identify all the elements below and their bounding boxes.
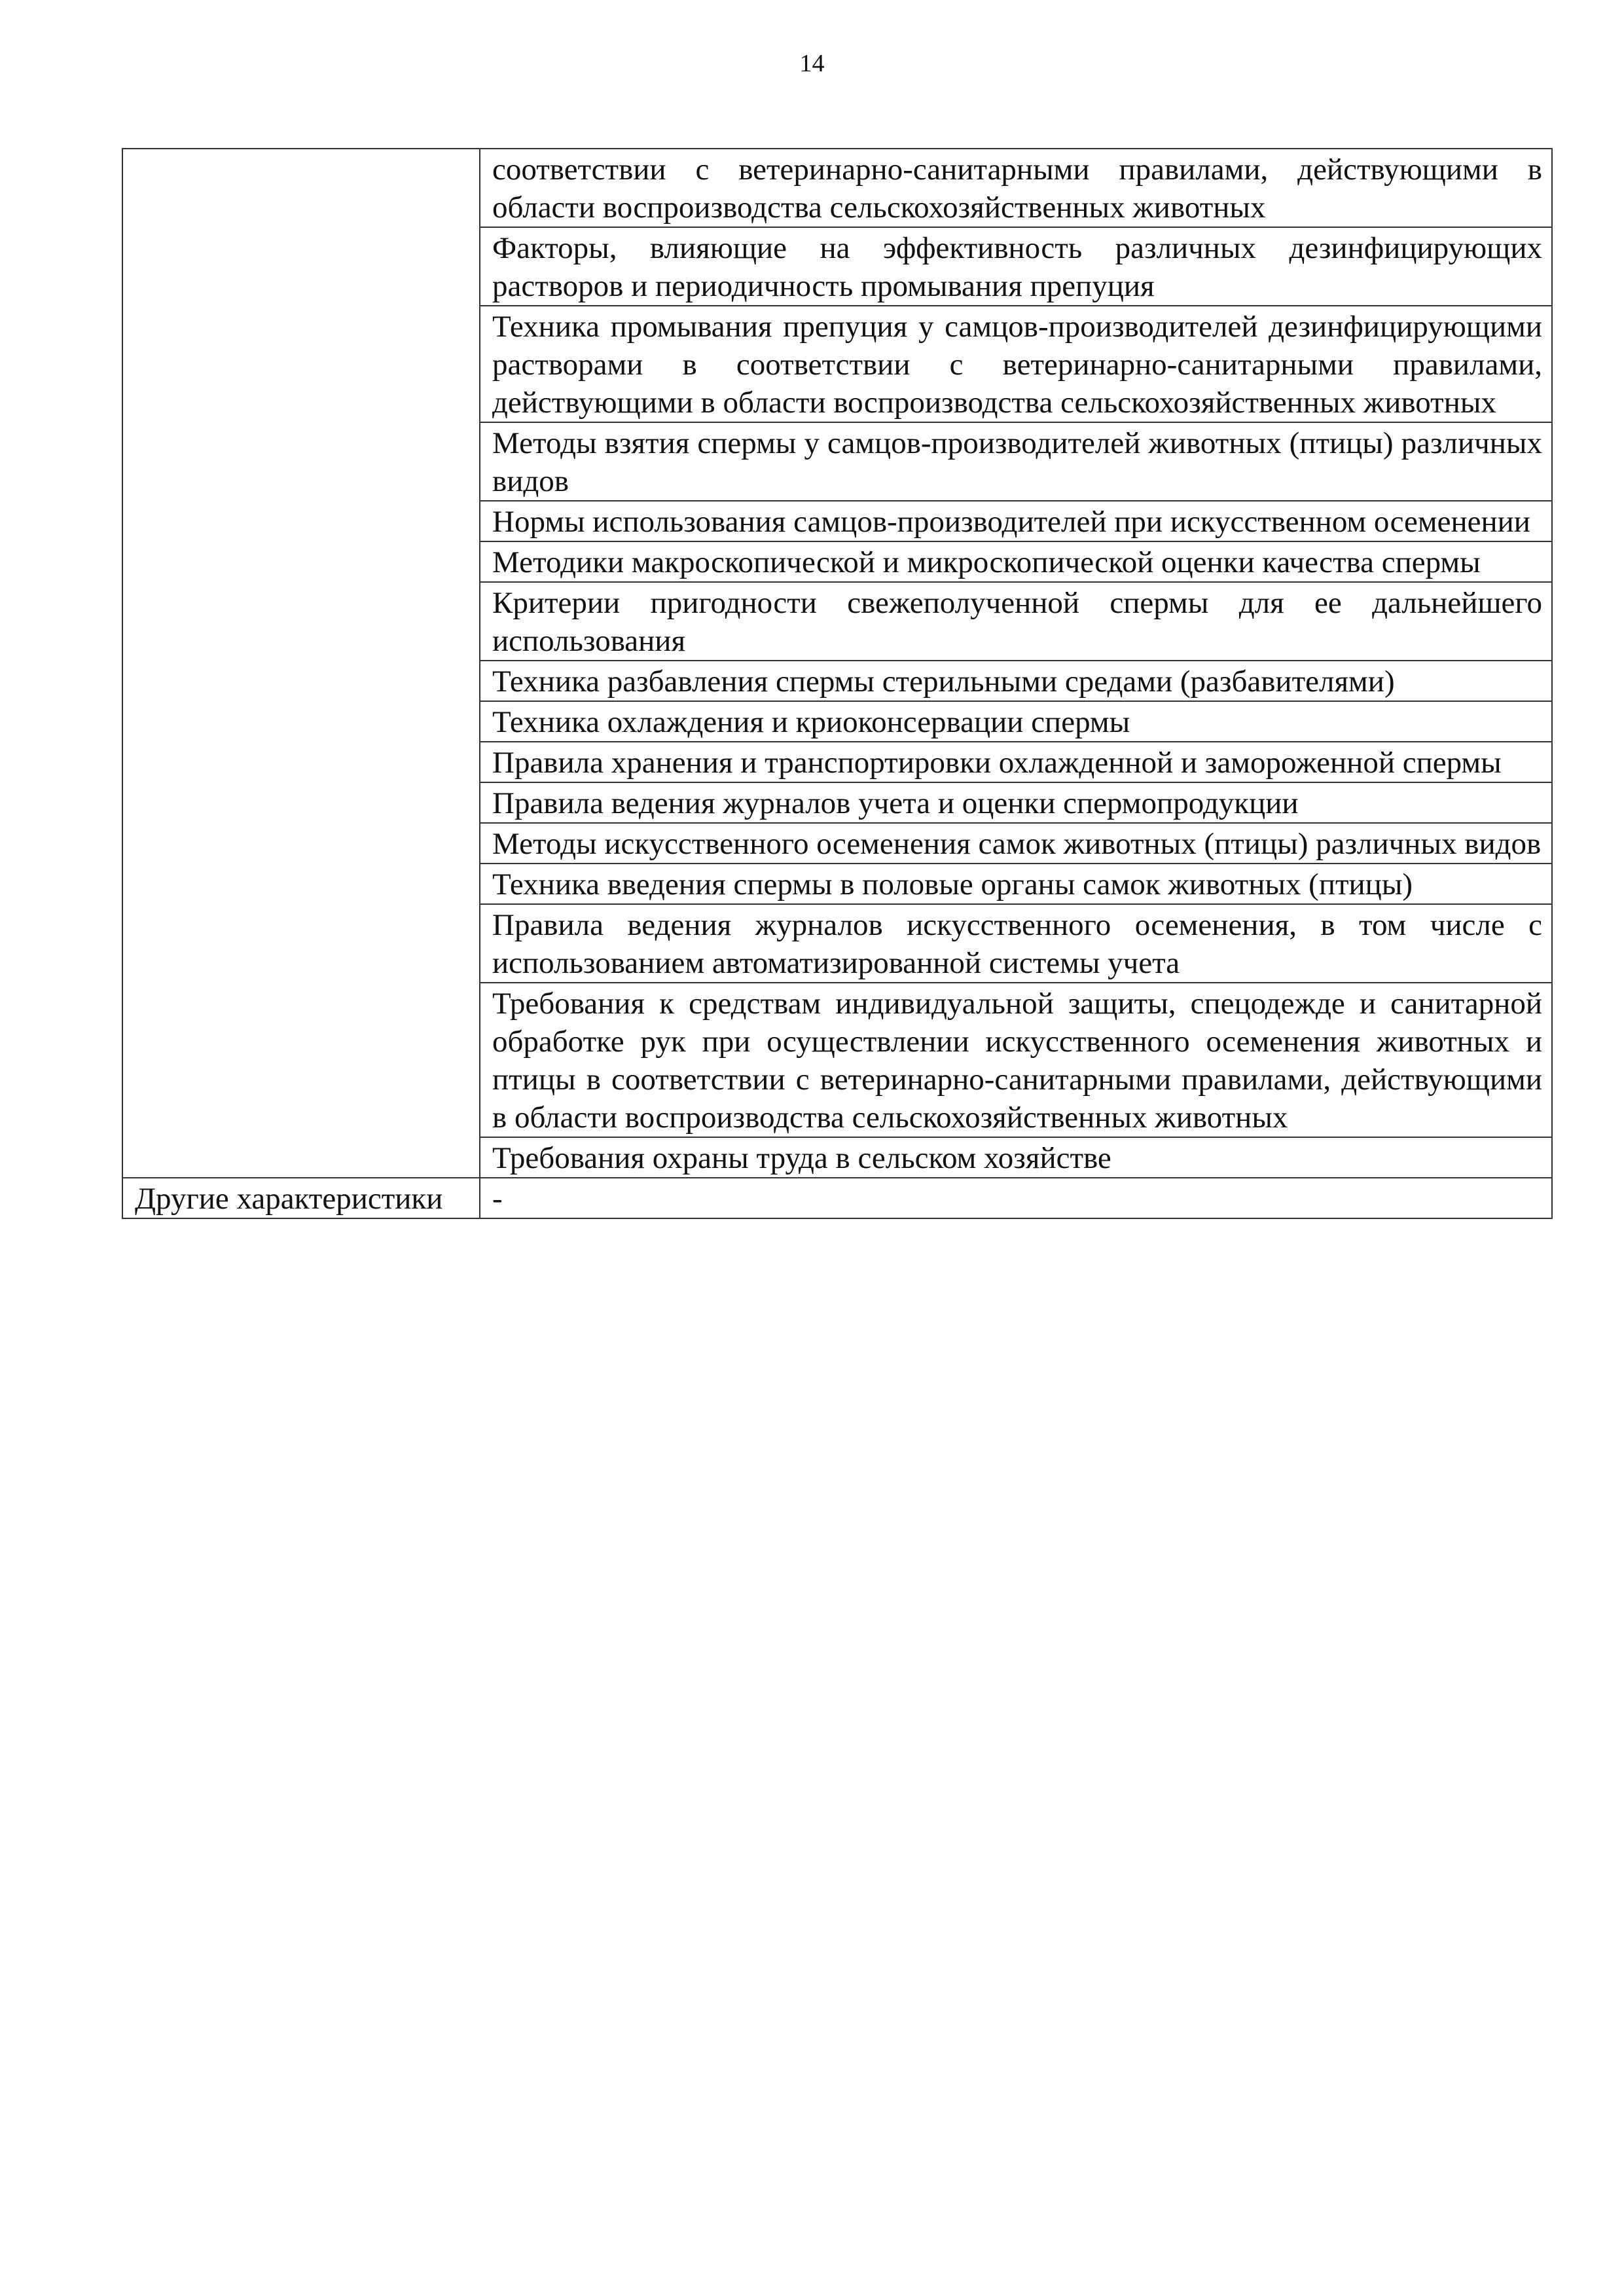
table-row xyxy=(122,1178,1552,1218)
knowledge-item: Техника промывания препуция у самцов-производителей дезинфицирующими растворами в соответствии с ветеринарно-санитарными правилами, действующими в области воспроизводства сельскохозяйственных животных xyxy=(480,306,1552,422)
knowledge-item: Правила хранения и транспортировки охлажденной и замороженной спермы xyxy=(480,742,1552,782)
other-characteristics-label: Другие характеристики xyxy=(122,1178,480,1218)
table-row xyxy=(122,149,1552,227)
other-characteristics-value: - xyxy=(480,1178,1552,1218)
knowledge-item: Критерии пригодности свежеполученной спермы для ее дальнейшего использования xyxy=(480,582,1552,661)
knowledge-item: Нормы использования самцов-производителей при искусственном осеменении xyxy=(480,501,1552,541)
knowledge-item: Факторы, влияющие на эффективность различных дезинфицирующих растворов и периодичность промывания препуция xyxy=(480,227,1552,306)
knowledge-item: Техника охлаждения и криоконсервации спермы xyxy=(480,701,1552,742)
knowledge-item: Правила ведения журналов учета и оценки спермопродукции xyxy=(480,782,1552,823)
page-number: 14 xyxy=(799,50,825,77)
knowledge-item: Правила ведения журналов искусственного осеменения, в том числе с использованием автоматизированной системы учета xyxy=(480,904,1552,983)
knowledge-item: Требования охраны труда в сельском хозяйстве xyxy=(480,1137,1552,1178)
knowledge-item: Техника введения спермы в половые органы самок животных (птицы) xyxy=(480,864,1552,904)
knowledge-item: Методы искусственного осеменения самок животных (птицы) различных видов xyxy=(480,823,1552,864)
knowledge-item: Техника разбавления спермы стерильными средами (разбавителями) xyxy=(480,661,1552,701)
section-label-cell xyxy=(122,149,480,1178)
knowledge-item: Методики макроскопической и микроскопической оценки качества спермы xyxy=(480,541,1552,582)
knowledge-item: Методы взятия спермы у самцов-производителей животных (птицы) различных видов xyxy=(480,422,1552,501)
knowledge-item: Требования к средствам индивидуальной защиты, спецодежде и санитарной обработке рук при осуществлении искусственного осеменения животных и птицы в соответствии с ветеринарно-санитарными правилами, действующими в области воспроизводства сельскохозяйственных животных xyxy=(480,983,1552,1137)
knowledge-item: соответствии с ветеринарно-санитарными правилами, действующими в области воспроизводства сельскохозяйственных животных xyxy=(480,149,1552,227)
requirements-table xyxy=(122,148,1553,1219)
